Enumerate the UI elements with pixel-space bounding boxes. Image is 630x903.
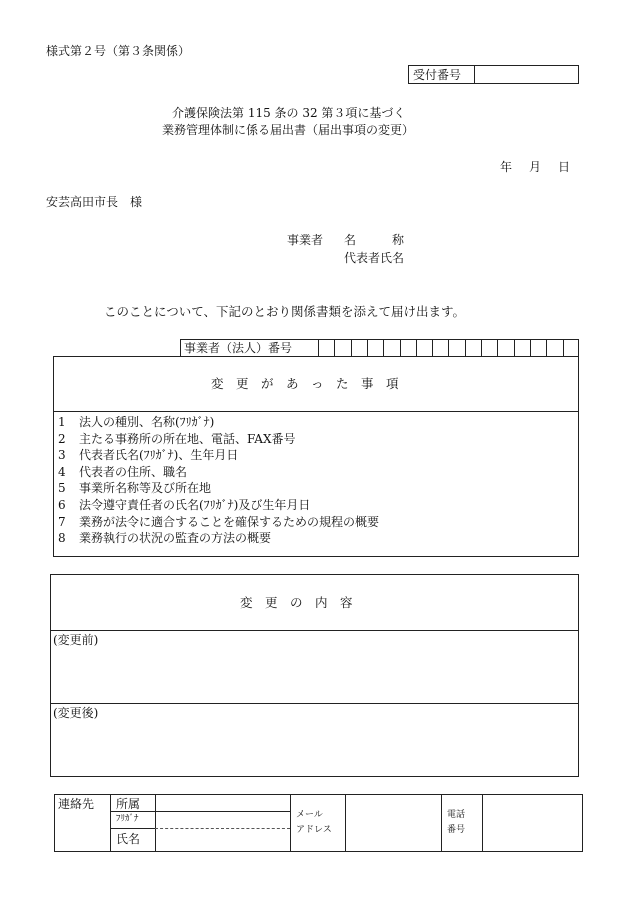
contact-label: 連絡先: [58, 797, 95, 811]
form-number: 様式第２号（第３条関係）: [46, 44, 191, 58]
operator-number-digit-cell[interactable]: [319, 340, 334, 356]
change-item-text: 代表者の住所、職名: [79, 464, 188, 479]
change-item-text: 代表者氏名(ﾌﾘｶﾞﾅ)、生年月日: [79, 448, 239, 463]
change-item-text: 主たる事務所の所在地、電話、FAX番号: [79, 431, 296, 446]
furigana-field[interactable]: [156, 812, 289, 827]
change-item-number: 8: [58, 531, 66, 546]
operator-number-digit-cell[interactable]: [482, 340, 497, 356]
operator-number-digit-cell[interactable]: [433, 340, 448, 356]
after-change-field[interactable]: [53, 723, 575, 773]
date-month-label: 月: [529, 160, 542, 174]
affiliation-field[interactable]: [156, 795, 289, 810]
business-name-label: 名 称: [344, 233, 405, 247]
change-item-text: 事業所名称等及び所在地: [79, 481, 212, 496]
operator-number-digit-cell[interactable]: [401, 340, 416, 356]
operator-number-digit-cell[interactable]: [547, 340, 562, 356]
receipt-number-input[interactable]: [476, 66, 578, 83]
business-label: 事業者: [287, 233, 324, 247]
change-item-text: 法人の種別、名称(ﾌﾘｶﾞﾅ): [79, 415, 215, 429]
representative-name-label: 代表者氏名: [344, 251, 405, 265]
operator-number-digit-cell[interactable]: [531, 340, 546, 356]
operator-number-digit-cell[interactable]: [564, 340, 579, 356]
change-item-number: 1: [58, 415, 66, 429]
title-line-1: 介護保険法第 115 条の 32 第３項に基づく: [172, 106, 406, 120]
operator-number-digit-cell[interactable]: [449, 340, 464, 356]
change-item-text: 業務が法令に適合することを確保するための規程の概要: [79, 514, 380, 529]
change-item-number: 2: [58, 431, 66, 446]
change-item-text: 法令遵守責任者の氏名(ﾌﾘｶﾞﾅ)及び生年月日: [79, 498, 311, 512]
addressee: 安芸高田市長 様: [46, 195, 143, 209]
operator-number-digit-cell[interactable]: [335, 340, 350, 356]
mail-label-line-2: アドレス: [296, 825, 332, 835]
change-item-number: 4: [58, 464, 66, 479]
after-change-label: (変更後): [53, 706, 99, 720]
operator-number-digit-cell[interactable]: [352, 340, 367, 356]
operator-number-digit-cell[interactable]: [498, 340, 513, 356]
operator-number-digit-cell[interactable]: [417, 340, 432, 356]
affiliation-label: 所属: [116, 797, 141, 811]
change-item-number: 7: [58, 514, 66, 529]
furigana-label: ﾌﾘｶﾞﾅ: [116, 814, 139, 824]
before-change-field[interactable]: [53, 650, 575, 700]
phone-label-line-1: 電話: [447, 810, 466, 820]
operator-number-digit-cell[interactable]: [466, 340, 481, 356]
change-item-number: 5: [58, 481, 66, 496]
operator-number-digit-cell[interactable]: [368, 340, 383, 356]
change-item-number: 6: [58, 498, 66, 512]
date-day-label: 日: [558, 160, 571, 174]
operator-number-digit-cell[interactable]: [515, 340, 530, 356]
operator-number-label: 事業者（法人）番号: [184, 341, 293, 355]
phone-label-line-2: 番号: [447, 825, 466, 835]
change-item-number: 3: [58, 448, 66, 463]
changes-header: 変 更 が あ っ た 事 項: [211, 376, 399, 391]
receipt-number-label: 受付番号: [413, 68, 462, 82]
change-content-header: 変 更 の 内 容: [240, 595, 353, 610]
change-item-text: 業務執行の状況の監査の方法の概要: [79, 531, 272, 546]
operator-number-digit-cell[interactable]: [384, 340, 399, 356]
before-change-label: (変更前): [53, 633, 99, 647]
title-line-2: 業務管理体制に係る届出書（届出事項の変更）: [162, 123, 415, 137]
name-field[interactable]: [156, 829, 289, 851]
date-year-label: 年: [500, 160, 513, 174]
email-field[interactable]: [346, 795, 440, 851]
declaration-text: このことについて、下記のとおり関係書類を添えて届け出ます。: [104, 304, 466, 319]
phone-field[interactable]: [483, 795, 582, 851]
name-label: 氏名: [116, 832, 141, 846]
mail-label-line-1: メール: [296, 810, 323, 820]
